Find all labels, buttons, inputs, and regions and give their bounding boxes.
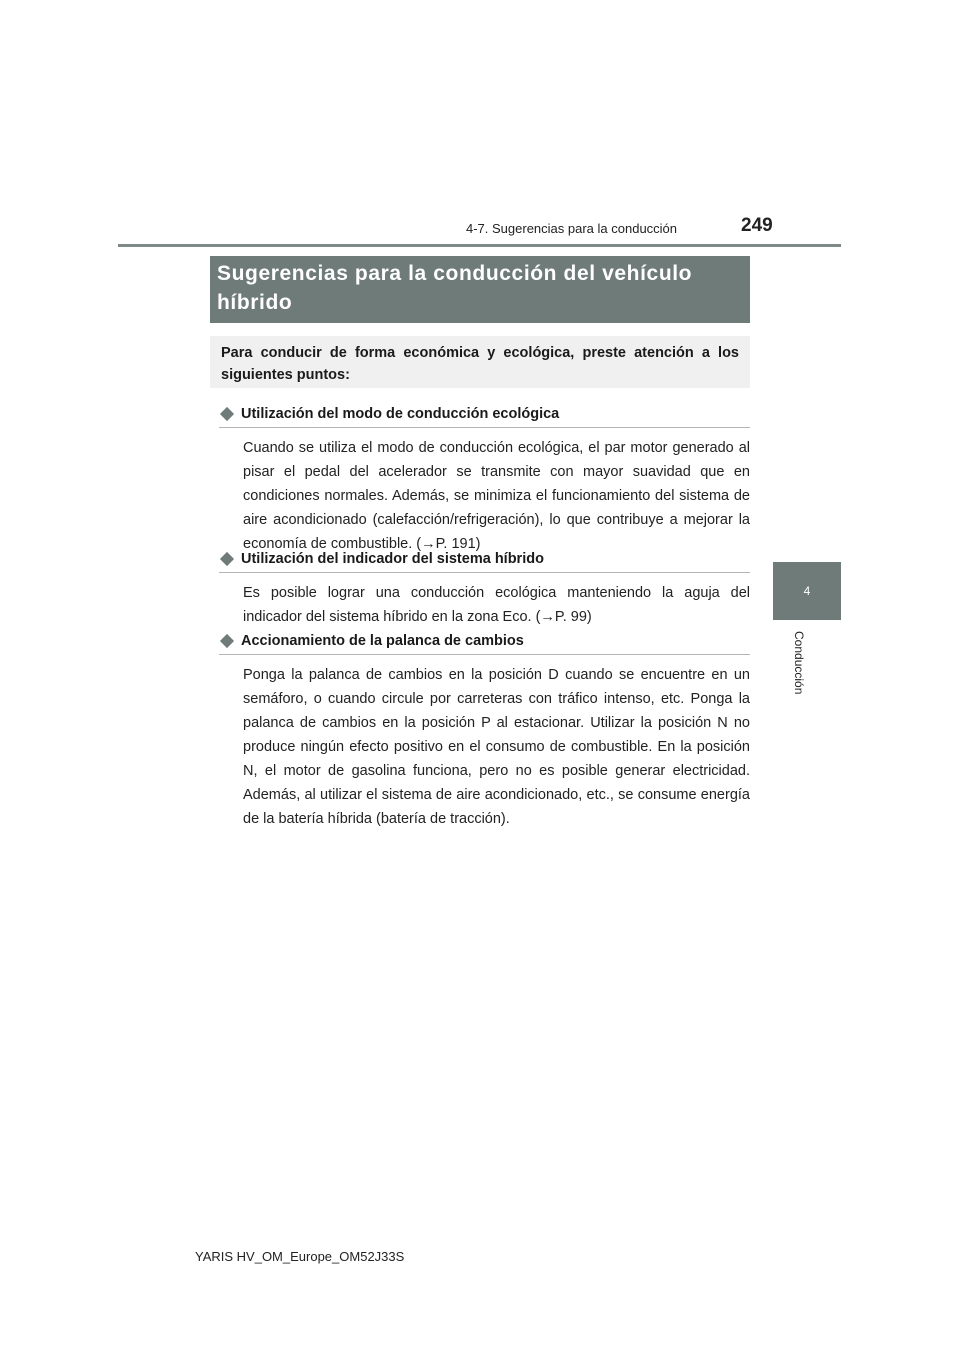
header-section-title: 4-7. Sugerencias para la conducción [466,221,678,236]
section-heading [219,547,750,573]
section-eco-drive-mode [219,402,750,556]
diamond-bullet-icon [220,633,234,647]
section-heading [219,402,750,428]
page-title: Sugerencias para la conducción del vehículo híbrido [217,262,693,314]
section-heading-text: Utilización del modo de conducción ecológica [241,405,560,422]
section-shift-lever [219,629,750,831]
intro-text: Para conducir de forma económica y ecológica, preste atención a los siguientes puntos: [221,345,739,383]
diamond-bullet-icon [220,406,234,420]
footer-document-code: YARIS HV_OM_Europe_OM52J33S [195,1249,405,1264]
page-number: 249 [741,215,773,236]
section-body: Es posible lograr una conducción ecológica manteniendo la aguja del indicador del sistema híbrido en la zona Eco. (→P. 99) [243,585,750,625]
diamond-bullet-icon [220,551,234,565]
page-title-box [210,256,750,323]
chapter-label: Conducción [792,631,806,695]
section-heading [219,629,750,655]
section-heading-text: Accionamiento de la palanca de cambios [241,632,524,649]
section-hybrid-indicator [219,547,750,629]
chapter-number: 4 [803,584,811,598]
section-body: Cuando se utiliza el modo de conducción ecológica, el par motor generado al pisar el pedal del acelerador se transmite con mayor suavidad que en condiciones normales. Además, se minimiza el funcionamiento del sistema de aire acondicionado (calefacción/refrigeración), lo que contribuye a mejorar la economía de combustible. (→P. 191) [243,440,750,552]
chapter-tab [773,562,841,620]
section-heading-text: Utilización del indicador del sistema híbrido [241,550,544,567]
intro-box [210,336,750,388]
header-divider [118,244,841,247]
section-body: Ponga la palanca de cambios en la posición D cuando se encuentre en un semáforo, o cuando circule por carreteras con tráfico intenso, etc. Ponga la palanca de cambios en la posición P al estacionar. Utilizar la posición N no produce ningún efecto positivo en el consumo de combustible. En la posición N, el motor de gasolina funciona, pero no es posible generar electricidad. Además, al utilizar el sistema de aire acondicionado, etc., se consume energía de la batería híbrida (batería de tracción). [243,667,750,827]
